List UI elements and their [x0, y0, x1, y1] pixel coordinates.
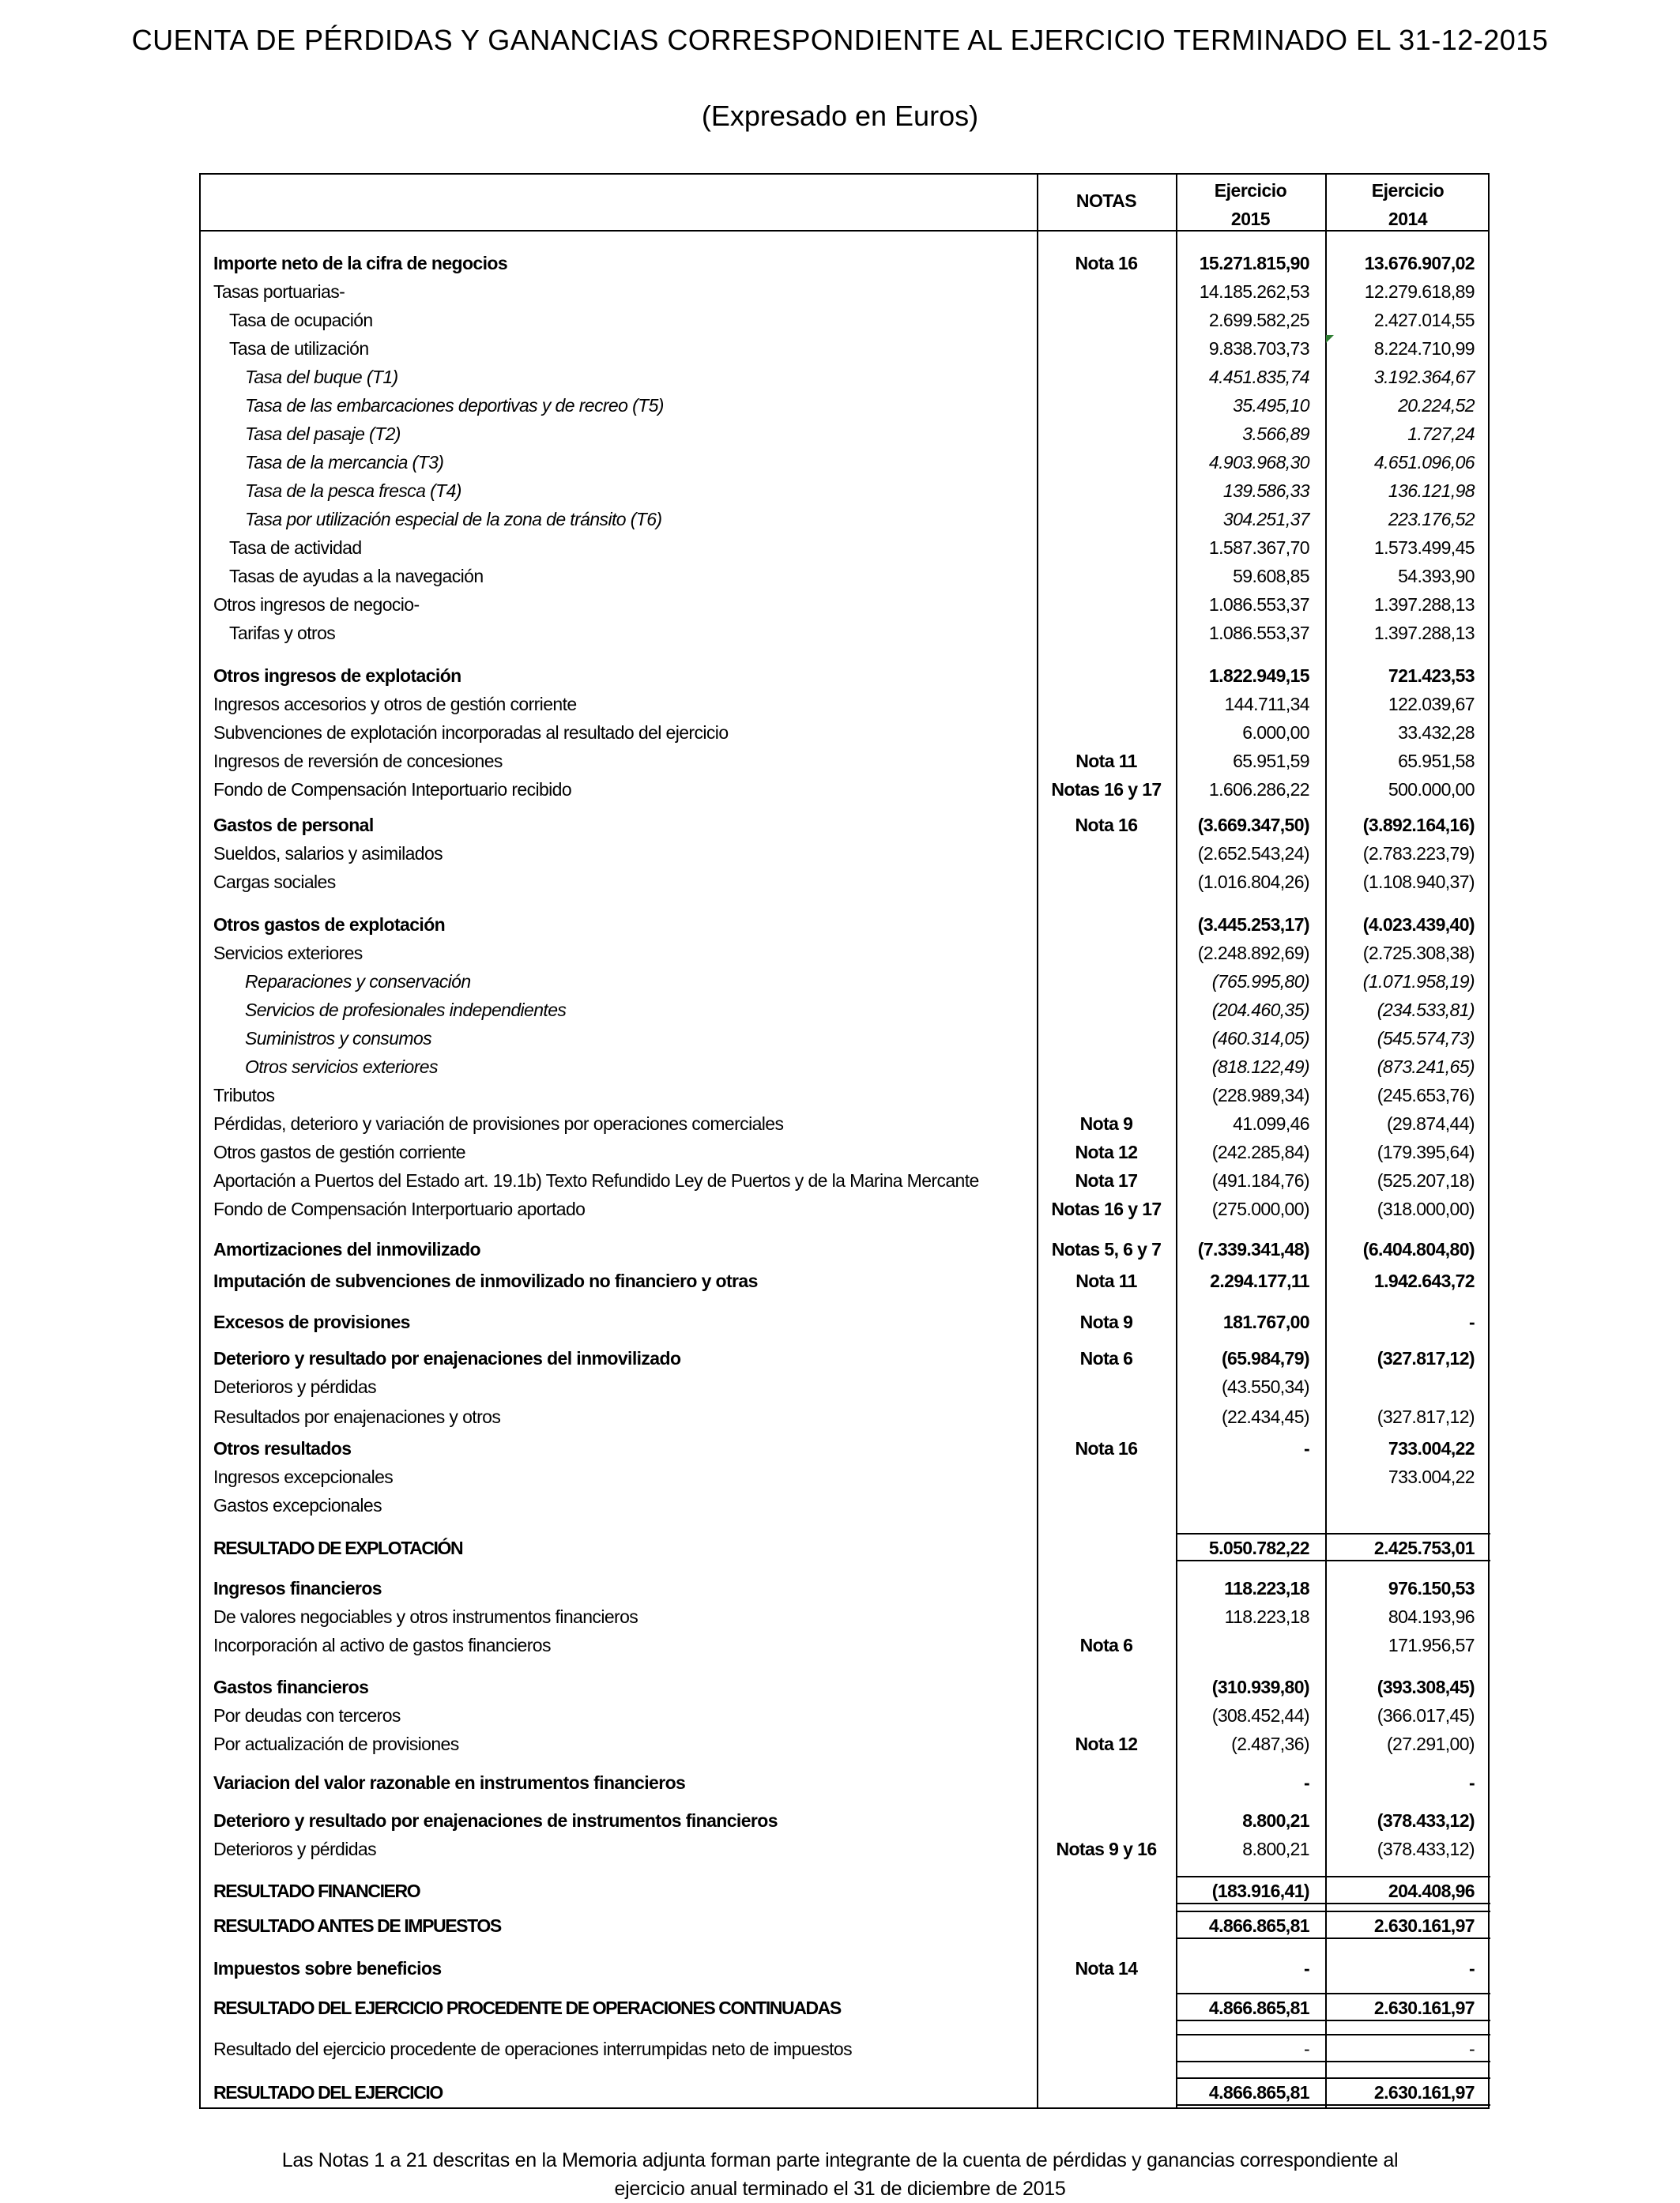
row-label: RESULTADO FINANCIERO	[213, 1881, 420, 1901]
row-label: Otros gastos de gestión corriente	[213, 1142, 465, 1162]
row-value-2015: 8.800,21	[1242, 1810, 1309, 1831]
row-value-2015: 4.866.865,81	[1208, 2082, 1309, 2103]
row-label: RESULTADO DEL EJERCICIO	[213, 2082, 443, 2103]
row-value-2014: 733.004,22	[1388, 1467, 1475, 1487]
table-row	[201, 1403, 1488, 1430]
table-row	[201, 1345, 1488, 1372]
row-nota: Nota 6	[1079, 1635, 1133, 1655]
row-value-2014: 1.397.288,13	[1373, 594, 1475, 615]
row-nota: Nota 16	[1075, 1438, 1138, 1459]
row-value-2014: (4.023.439,40)	[1362, 914, 1475, 935]
row-value-2015: 1.822.949,15	[1208, 665, 1309, 686]
row-value-2014: (1.071.958,19)	[1362, 971, 1475, 992]
row-label: Deterioros y pérdidas	[213, 1376, 377, 1397]
row-nota: Nota 17	[1075, 1170, 1138, 1191]
row-value-2015: (183.916,41)	[1211, 1881, 1309, 1901]
row-value-2014: 223.176,52	[1388, 509, 1475, 529]
table-row	[201, 1632, 1488, 1659]
row-value-2015: (2.248.892,69)	[1197, 943, 1309, 963]
table-row	[201, 1836, 1488, 1862]
table-row	[201, 911, 1488, 938]
table-row	[201, 619, 1488, 646]
row-label: Otros servicios exteriores	[245, 1056, 438, 1077]
row-value-2015: 4.866.865,81	[1208, 1998, 1309, 2018]
row-value-2014: -	[1468, 1312, 1475, 1332]
row-value-2014: 33.432,28	[1398, 722, 1475, 743]
row-label: Gastos excepcionales	[213, 1495, 382, 1516]
table-row	[201, 1373, 1488, 1400]
row-label: Tarifas y otros	[229, 623, 336, 643]
row-value-2014: 976.150,53	[1388, 1578, 1475, 1599]
row-value-2014: (234.533,81)	[1377, 1000, 1475, 1020]
table-row	[201, 563, 1488, 589]
table-row	[201, 776, 1488, 803]
row-label: Pérdidas, deterioro y variación de provisiones por operaciones comerciales	[213, 1113, 784, 1134]
table-row	[201, 1702, 1488, 1729]
row-value-2015: 2.294.177,11	[1210, 1271, 1309, 1291]
row-nota: Nota 11	[1075, 1271, 1137, 1291]
row-label: Tributos	[213, 1085, 275, 1105]
row-label: Importe neto de la cifra de negocios	[213, 253, 508, 273]
row-value-2015: -	[1303, 1958, 1309, 1979]
row-label: Tasa del pasaje (T2)	[245, 424, 401, 444]
table-row	[201, 1053, 1488, 1080]
row-label: Gastos financieros	[213, 1677, 369, 1697]
table-row	[201, 1139, 1488, 1166]
row-label: Tasa de las embarcaciones deportivas y de recreo (T5)	[245, 395, 664, 416]
table-row	[201, 812, 1488, 838]
row-value-2015: 35.495,10	[1233, 395, 1309, 416]
row-value-2015: -	[1303, 1772, 1309, 1793]
table-row	[201, 996, 1488, 1023]
cell-comment-marker	[1326, 335, 1334, 343]
row-value-2015: 4.903.968,30	[1208, 452, 1309, 473]
row-value-2015: 118.223,18	[1224, 1578, 1309, 1599]
row-value-2015: 8.800,21	[1242, 1839, 1309, 1859]
row-label: Ingresos excepcionales	[213, 1467, 394, 1487]
table-row	[201, 1463, 1488, 1490]
row-value-2014: (525.207,18)	[1377, 1170, 1475, 1191]
table-row	[201, 1730, 1488, 1757]
row-label: Reparaciones y conservación	[245, 971, 471, 992]
row-value-2015: 9.838.703,73	[1208, 338, 1309, 359]
table-row	[201, 968, 1488, 995]
row-value-2014: (366.017,45)	[1377, 1705, 1475, 1726]
header-2015-line2: 2015	[1230, 209, 1271, 229]
row-label: Ingresos de reversión de concesiones	[213, 751, 503, 771]
row-value-2014: 204.408,96	[1388, 1881, 1475, 1901]
row-value-2015: (310.939,80)	[1211, 1677, 1309, 1697]
table-row	[201, 1912, 1488, 1939]
row-label: Servicios exteriores	[213, 943, 363, 963]
row-value-2015: (1.016.804,26)	[1197, 872, 1309, 892]
row-nota: Nota 14	[1075, 1958, 1138, 1979]
row-label: Variacion del valor razonable en instrumentos financieros	[213, 1772, 686, 1793]
row-value-2015: (65.984,79)	[1221, 1348, 1309, 1369]
table-row	[201, 506, 1488, 533]
page-subtitle: (Expresado en Euros)	[701, 100, 979, 132]
row-value-2014: (378.433,12)	[1377, 1810, 1475, 1831]
row-value-2014: 2.630.161,97	[1373, 2082, 1475, 2103]
row-nota: Nota 12	[1075, 1142, 1138, 1162]
table-row	[201, 420, 1488, 447]
row-value-2015: 59.608,85	[1233, 566, 1309, 586]
row-value-2015: (275.000,00)	[1211, 1199, 1309, 1219]
row-value-2015: 4.866.865,81	[1208, 1915, 1309, 1936]
table-row	[201, 2079, 1488, 2106]
row-value-2014: 8.224.710,99	[1373, 338, 1475, 359]
row-label: Fondo de Compensación Inteportuario recibido	[213, 779, 572, 800]
table-row	[201, 1309, 1488, 1335]
row-label: Servicios de profesionales independientes	[245, 1000, 567, 1020]
row-value-2014: (3.892.164,16)	[1362, 815, 1475, 835]
row-nota: Nota 9	[1079, 1113, 1133, 1134]
row-value-2015: 5.050.782,22	[1208, 1538, 1309, 1558]
row-label: Aportación a Puertos del Estado art. 19.1b) Texto Refundido Ley de Puertos y de la Marina Mercante	[213, 1170, 979, 1191]
row-label: Cargas sociales	[213, 872, 336, 892]
table-row	[201, 691, 1488, 717]
row-value-2015: 2.699.582,25	[1208, 310, 1309, 330]
row-nota: Nota 9	[1079, 1312, 1133, 1332]
footnote-line1: Las Notas 1 a 21 descritas en la Memoria adjunta forman parte integrante de la cuenta de pérdidas y ganancias correspondiente al	[281, 2149, 1399, 2171]
row-value-2014: (327.817,12)	[1377, 1407, 1475, 1427]
row-value-2014: (873.241,65)	[1377, 1056, 1475, 1077]
row-value-2015: 1.606.286,22	[1208, 779, 1309, 800]
table-row	[201, 335, 1488, 362]
row-label: Otros ingresos de explotación	[213, 665, 461, 686]
row-label: De valores negociables y otros instrumentos financieros	[213, 1606, 638, 1627]
row-value-2014: 2.630.161,97	[1373, 1915, 1475, 1936]
row-label: Ingresos accesorios y otros de gestión corriente	[213, 694, 577, 714]
table-row	[201, 307, 1488, 333]
table-row	[201, 1994, 1488, 2021]
row-label: Impuestos sobre beneficios	[213, 1958, 442, 1979]
table-row	[201, 250, 1488, 277]
row-value-2015: 6.000,00	[1242, 722, 1309, 743]
header-2014-line1: Ejercicio	[1371, 180, 1445, 201]
row-label: RESULTADO DE EXPLOTACIÓN	[213, 1538, 463, 1558]
row-nota: Notas 5, 6 y 7	[1051, 1239, 1162, 1260]
header-ejercicio-2015	[1176, 176, 1325, 233]
row-value-2015: (2.487,36)	[1231, 1734, 1309, 1754]
row-value-2015: 304.251,37	[1222, 509, 1309, 529]
row-value-2015: 1.086.553,37	[1208, 594, 1309, 615]
row-value-2015: 3.566,89	[1242, 424, 1309, 444]
row-value-2014: (545.574,73)	[1377, 1028, 1475, 1049]
table-row	[201, 1435, 1488, 1462]
row-value-2014: 65.951,58	[1398, 751, 1475, 771]
row-value-2014: 2.630.161,97	[1373, 1998, 1475, 2018]
row-value-2014: -	[1468, 2039, 1475, 2059]
row-value-2015: (2.652.543,24)	[1197, 843, 1309, 864]
row-value-2014: 1.397.288,13	[1373, 623, 1475, 643]
row-value-2014: 1.727,24	[1407, 424, 1475, 444]
table-row	[201, 940, 1488, 966]
row-value-2015: (460.314,05)	[1211, 1028, 1309, 1049]
table-row	[201, 1082, 1488, 1109]
row-value-2014: 2.427.014,55	[1373, 310, 1475, 330]
table-row	[201, 1955, 1488, 1982]
row-value-2015: (22.434,45)	[1221, 1407, 1309, 1427]
row-value-2014: (29.874,44)	[1386, 1113, 1475, 1134]
row-label: RESULTADO DEL EJERCICIO PROCEDENTE DE OPERACIONES CONTINUADAS	[213, 1998, 841, 2018]
table-row	[201, 748, 1488, 774]
row-value-2015: 14.185.262,53	[1199, 281, 1309, 302]
row-label: Fondo de Compensación Interportuario aportado	[213, 1199, 586, 1219]
row-value-2014: (2.725.308,38)	[1362, 943, 1475, 963]
header-2015-line1: Ejercicio	[1214, 180, 1287, 201]
header-ejercicio-2014	[1325, 176, 1490, 233]
row-value-2015: 118.223,18	[1224, 1606, 1309, 1627]
row-label: Tasa de la pesca fresca (T4)	[245, 480, 461, 501]
row-label: Suministros y consumos	[245, 1028, 432, 1049]
row-label: Por deudas con terceros	[213, 1705, 401, 1726]
row-label: RESULTADO ANTES DE IMPUESTOS	[213, 1915, 501, 1936]
row-value-2015: (43.550,34)	[1221, 1376, 1309, 1397]
table-row	[201, 868, 1488, 895]
row-value-2015: (204.460,35)	[1211, 1000, 1309, 1020]
row-value-2015: 41.099,46	[1233, 1113, 1309, 1134]
row-label: Subvenciones de explotación incorporadas al resultado del ejercicio	[213, 722, 729, 743]
row-value-2014: 1.942.643,72	[1373, 1271, 1475, 1291]
footnote-line2: ejercicio anual terminado el 31 de diciembre de 2015	[614, 2178, 1066, 2200]
row-label: Deterioros y pérdidas	[213, 1839, 377, 1859]
row-value-2014: 1.573.499,45	[1373, 537, 1475, 558]
row-value-2014: -	[1468, 1772, 1475, 1793]
row-value-2014: (318.000,00)	[1377, 1199, 1475, 1219]
row-value-2014: 721.423,53	[1388, 665, 1475, 686]
row-label: Tasas portuarias-	[213, 281, 345, 302]
row-label: Otros resultados	[213, 1438, 352, 1459]
row-value-2015: 1.587.367,70	[1208, 537, 1309, 558]
row-label: Amortizaciones del inmovilizado	[213, 1239, 480, 1260]
row-label: Tasa del buque (T1)	[245, 367, 398, 387]
row-value-2015: 144.711,34	[1224, 694, 1309, 714]
row-value-2015: (242.285,84)	[1211, 1142, 1309, 1162]
row-value-2014: (378.433,12)	[1377, 1839, 1475, 1859]
table-row	[201, 719, 1488, 746]
row-value-2015: (3.669.347,50)	[1197, 815, 1309, 835]
row-value-2014: 2.425.753,01	[1373, 1538, 1475, 1558]
row-value-2014: 54.393,90	[1398, 566, 1475, 586]
row-value-2015: 139.586,33	[1222, 480, 1309, 501]
table-row	[201, 1492, 1488, 1519]
row-value-2015: (308.452,44)	[1211, 1705, 1309, 1726]
row-label: Tasa por utilización especial de la zona de tránsito (T6)	[245, 509, 662, 529]
row-nota: Nota 16	[1075, 253, 1138, 273]
row-value-2015: (228.989,34)	[1211, 1085, 1309, 1105]
row-label: Excesos de provisiones	[213, 1312, 410, 1332]
row-label: Ingresos financieros	[213, 1578, 382, 1599]
table-row	[201, 1877, 1488, 1904]
table-row	[201, 1025, 1488, 1052]
income-statement-table	[199, 173, 1490, 2109]
row-value-2014: (393.308,45)	[1377, 1677, 1475, 1697]
table-row	[201, 1267, 1488, 1294]
row-label: Sueldos, salarios y asimilados	[213, 843, 443, 864]
row-value-2015: (765.995,80)	[1211, 971, 1309, 992]
row-label: Resultado del ejercicio procedente de operaciones interrumpidas neto de impuestos	[213, 2039, 853, 2059]
row-value-2015: (3.445.253,17)	[1197, 914, 1309, 935]
table-row	[201, 1769, 1488, 1796]
header-notas: NOTAS	[1075, 190, 1137, 211]
header-2014-line2: 2014	[1388, 209, 1428, 229]
row-value-2014: 3.192.364,67	[1373, 367, 1475, 387]
table-row	[201, 363, 1488, 390]
table-row	[201, 1535, 1488, 1561]
row-label: Tasa de ocupación	[229, 310, 373, 330]
row-value-2015: 181.767,00	[1222, 1312, 1309, 1332]
row-label: Otros ingresos de negocio-	[213, 594, 420, 615]
row-value-2014: 500.000,00	[1388, 779, 1475, 800]
row-value-2014: (6.404.804,80)	[1362, 1239, 1475, 1260]
row-value-2015: 4.451.835,74	[1208, 367, 1309, 387]
row-value-2015: (7.339.341,48)	[1197, 1239, 1309, 1260]
row-value-2015: 65.951,59	[1233, 751, 1309, 771]
row-value-2014: 20.224,52	[1398, 395, 1475, 416]
table-row	[201, 840, 1488, 867]
row-value-2014: 12.279.618,89	[1364, 281, 1475, 302]
row-nota: Nota 16	[1075, 815, 1138, 835]
row-label: Otros gastos de explotación	[213, 914, 446, 935]
row-value-2014: 804.193,96	[1388, 1606, 1475, 1627]
table-row	[201, 2035, 1488, 2062]
row-value-2014: (179.395,64)	[1377, 1142, 1475, 1162]
table-row	[201, 1236, 1488, 1263]
row-value-2015: (491.184,76)	[1211, 1170, 1309, 1191]
row-value-2014: (245.653,76)	[1377, 1085, 1475, 1105]
table-row	[201, 534, 1488, 561]
row-label: Por actualización de provisiones	[213, 1734, 459, 1754]
row-label: Deterioro y resultado por enajenaciones del inmovilizado	[213, 1348, 681, 1369]
row-label: Incorporación al activo de gastos financieros	[213, 1635, 551, 1655]
row-label: Tasas de ayudas a la navegación	[229, 566, 484, 586]
row-value-2014: 122.039,67	[1388, 694, 1475, 714]
row-nota: Notas 16 y 17	[1051, 1199, 1162, 1219]
table-row	[201, 1110, 1488, 1137]
row-value-2014: 171.956,57	[1388, 1635, 1475, 1655]
row-label: Tasa de actividad	[229, 537, 362, 558]
table-row	[201, 1807, 1488, 1834]
table-row	[201, 278, 1488, 305]
row-nota: Notas 9 y 16	[1056, 1839, 1157, 1859]
table-row	[201, 449, 1488, 476]
row-value-2014: 4.651.096,06	[1373, 452, 1475, 473]
row-value-2014: (1.108.940,37)	[1362, 872, 1475, 892]
row-label: Imputación de subvenciones de inmovilizado no financiero y otras	[213, 1271, 758, 1291]
row-value-2014: 733.004,22	[1388, 1438, 1475, 1459]
table-row	[201, 1167, 1488, 1194]
page-title: CUENTA DE PÉRDIDAS Y GANANCIAS CORRESPONDIENTE AL EJERCICIO TERMINADO EL 31-12-2015	[131, 24, 1549, 56]
row-value-2015: 1.086.553,37	[1208, 623, 1309, 643]
table-row	[201, 392, 1488, 419]
row-nota: Nota 11	[1075, 751, 1137, 771]
table-row	[201, 591, 1488, 618]
table-row	[201, 1674, 1488, 1700]
row-value-2015: -	[1303, 2039, 1309, 2059]
row-value-2014: 13.676.907,02	[1364, 253, 1475, 273]
row-value-2014: -	[1468, 1958, 1475, 1979]
row-label: Resultados por enajenaciones y otros	[213, 1407, 501, 1427]
table-row	[201, 662, 1488, 689]
row-value-2014: (27.291,00)	[1386, 1734, 1475, 1754]
row-nota: Nota 6	[1079, 1348, 1133, 1369]
row-label: Gastos de personal	[213, 815, 374, 835]
table-row	[201, 1196, 1488, 1222]
row-nota: Nota 12	[1075, 1734, 1138, 1754]
row-value-2014: (327.817,12)	[1377, 1348, 1475, 1369]
row-nota: Notas 16 y 17	[1051, 779, 1162, 800]
table-row	[201, 1575, 1488, 1602]
table-row	[201, 1603, 1488, 1630]
row-value-2014: 136.121,98	[1388, 480, 1475, 501]
table-row	[201, 477, 1488, 504]
row-label: Deterioro y resultado por enajenaciones de instrumentos financieros	[213, 1810, 778, 1831]
row-label: Tasa de utilización	[229, 338, 369, 359]
row-value-2014: (2.783.223,79)	[1362, 843, 1475, 864]
row-value-2015: (818.122,49)	[1211, 1056, 1309, 1077]
row-label: Tasa de la mercancia (T3)	[245, 452, 444, 473]
footnote	[0, 2146, 1680, 2203]
row-value-2015: -	[1303, 1438, 1309, 1459]
row-value-2015: 15.271.815,90	[1199, 253, 1309, 273]
